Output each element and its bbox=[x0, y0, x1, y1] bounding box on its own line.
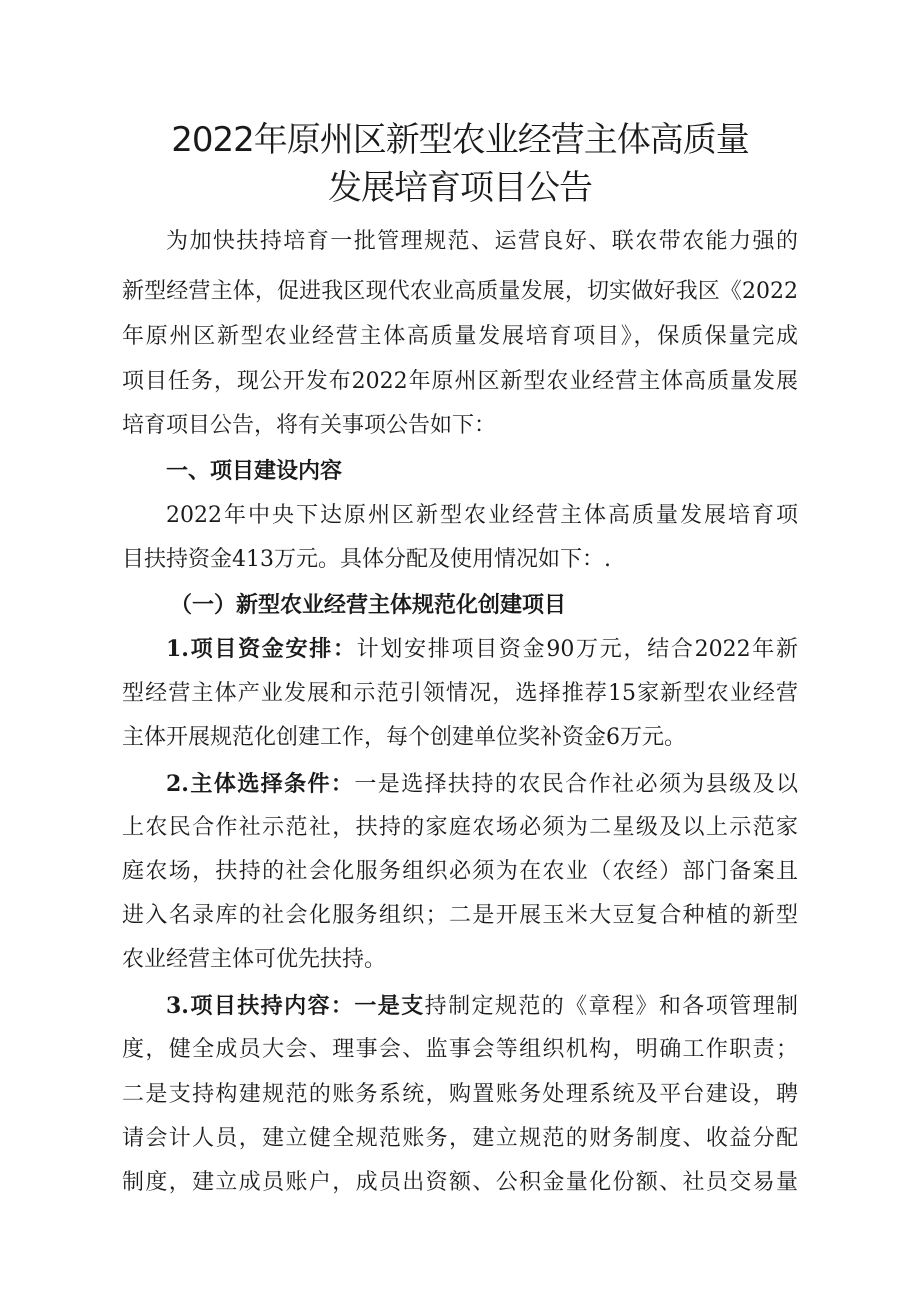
item-line: 度，健全成员大会、理事会、监事会等组织机构，明确工作职责； bbox=[122, 1037, 798, 1062]
document-title-line1: 2022年原州区新型农业经营主体高质量 bbox=[171, 120, 749, 160]
intro-line: 培育项目公告，将有关事项公告如下： bbox=[122, 413, 497, 438]
intro-line: 年原州区新型农业经营主体高质量发展培育项目》，保质保量完成 bbox=[122, 324, 798, 349]
item-text: 持制定规范的《章程》和各项管理制 bbox=[424, 994, 798, 1019]
item-line: 主体开展规范化创建工作，每个创建单位奖补资金6万元。 bbox=[122, 725, 686, 750]
item-line: 农业经营主体可优先扶持。 bbox=[122, 947, 387, 972]
intro-line: 为加快扶持培育一批管理规范、运营良好、联农带农能力强的 bbox=[166, 229, 798, 254]
item-line: 型经营主体产业发展和示范引领情况，选择推荐15家新型农业经营 bbox=[122, 681, 798, 706]
item-line bbox=[166, 769, 798, 800]
item-line bbox=[166, 991, 798, 1022]
item-line: 庭农场，扶持的社会化服务组织必须为在农业（农经）部门备案且 bbox=[122, 859, 798, 884]
item-text: 计划安排项目资金90万元，结合2022年新 bbox=[356, 637, 799, 662]
section-heading: 一、项目建设内容 bbox=[166, 458, 343, 484]
item-line: 上农民合作社示范社，扶持的家庭农场必须为二星级及以上示范家 bbox=[122, 815, 798, 840]
subsection-heading: （一）新型农业经营主体规范化创建项目 bbox=[170, 592, 567, 618]
intro-line: 新型经营主体，促进我区现代农业高质量发展，切实做好我区《2022 bbox=[122, 279, 798, 304]
item-label: 3.项目扶持内容：一是支 bbox=[166, 993, 425, 1019]
item-line: 进入名录库的社会化服务组织；二是开展玉米大豆复合种植的新型 bbox=[122, 903, 798, 928]
item-label: 2.主体选择条件： bbox=[166, 771, 355, 797]
item-label: 1.项目资金安排： bbox=[166, 636, 357, 662]
item-line: 二是支持构建规范的账务系统，购置账务处理系统及平台建设，聘 bbox=[122, 1082, 798, 1107]
item-line: 制度，建立成员账户，成员出资额、公积金量化份额、社员交易量 bbox=[122, 1170, 798, 1195]
section-body-line: 2022年中央下达原州区新型农业经营主体高质量发展培育项 bbox=[166, 503, 798, 528]
document-title-line2: 发展培育项目公告 bbox=[328, 168, 592, 208]
item-line bbox=[166, 634, 798, 665]
item-text: 一是选择扶持的农民合作社必须为县级及以 bbox=[354, 772, 798, 797]
intro-line: 项目任务，现公开发布2022年原州区新型农业经营主体高质量发展 bbox=[122, 369, 798, 394]
section-body-line: 目扶持资金413万元。具体分配及使用情况如下：. bbox=[122, 547, 611, 572]
item-line: 请会计人员，建立健全规范账务，建立规范的财务制度、收益分配 bbox=[122, 1126, 798, 1151]
